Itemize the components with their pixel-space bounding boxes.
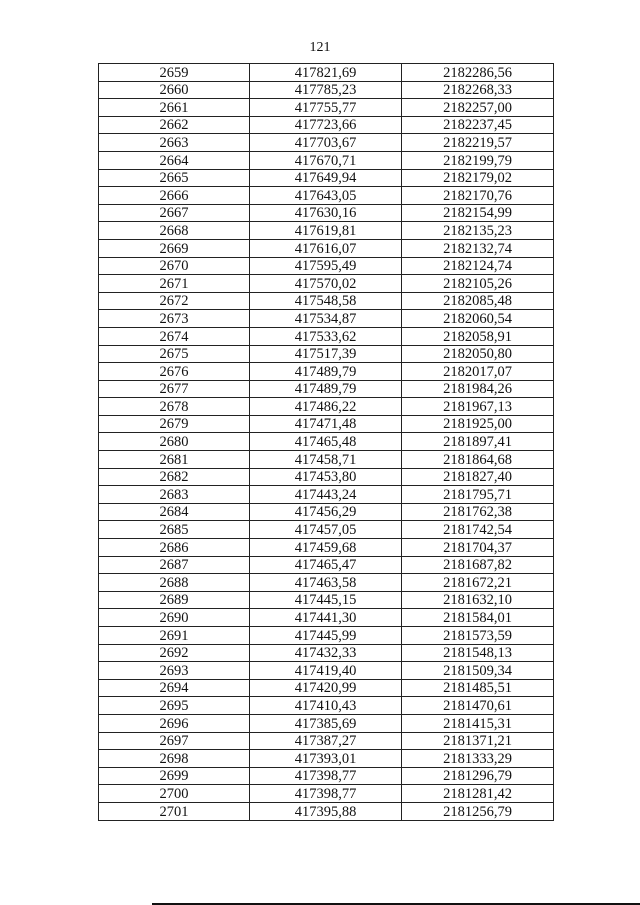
x-coordinate-cell: 417643,05 (250, 187, 402, 205)
point-number-cell: 2700 (99, 785, 250, 803)
table-row (99, 662, 554, 680)
point-number-cell: 2689 (99, 591, 250, 609)
y-coordinate-cell: 2181687,82 (402, 556, 554, 574)
table-row (99, 468, 554, 486)
table-row (99, 521, 554, 539)
point-number-cell: 2663 (99, 134, 250, 152)
x-coordinate-cell: 417453,80 (250, 468, 402, 486)
y-coordinate-cell: 2182060,54 (402, 310, 554, 328)
x-coordinate-cell: 417785,23 (250, 81, 402, 99)
point-number-cell: 2676 (99, 363, 250, 381)
point-number-cell: 2681 (99, 451, 250, 469)
x-coordinate-cell: 417486,22 (250, 398, 402, 416)
x-coordinate-cell: 417393,01 (250, 750, 402, 768)
point-number-cell: 2678 (99, 398, 250, 416)
point-number-cell: 2685 (99, 521, 250, 539)
table-row (99, 257, 554, 275)
table-row (99, 486, 554, 504)
y-coordinate-cell: 2182085,48 (402, 292, 554, 310)
y-coordinate-cell: 2181762,38 (402, 503, 554, 521)
x-coordinate-cell: 417398,77 (250, 785, 402, 803)
y-coordinate-cell: 2181470,61 (402, 697, 554, 715)
point-number-cell: 2680 (99, 433, 250, 451)
point-number-cell: 2677 (99, 380, 250, 398)
x-coordinate-cell: 417723,66 (250, 116, 402, 134)
table-row (99, 345, 554, 363)
x-coordinate-cell: 417410,43 (250, 697, 402, 715)
y-coordinate-cell: 2181984,26 (402, 380, 554, 398)
x-coordinate-cell: 417463,58 (250, 574, 402, 592)
x-coordinate-cell: 417465,48 (250, 433, 402, 451)
y-coordinate-cell: 2181827,40 (402, 468, 554, 486)
y-coordinate-cell: 2181584,01 (402, 609, 554, 627)
y-coordinate-cell: 2182179,02 (402, 169, 554, 187)
y-coordinate-cell: 2181256,79 (402, 802, 554, 820)
table-row (99, 802, 554, 820)
x-coordinate-cell: 417432,33 (250, 644, 402, 662)
point-number-cell: 2686 (99, 539, 250, 557)
point-number-cell: 2672 (99, 292, 250, 310)
x-coordinate-cell: 417517,39 (250, 345, 402, 363)
x-coordinate-cell: 417419,40 (250, 662, 402, 680)
point-number-cell: 2662 (99, 116, 250, 134)
y-coordinate-cell: 2182237,45 (402, 116, 554, 134)
point-number-cell: 2698 (99, 750, 250, 768)
x-coordinate-cell: 417445,99 (250, 627, 402, 645)
point-number-cell: 2694 (99, 679, 250, 697)
x-coordinate-cell: 417471,48 (250, 415, 402, 433)
table-row (99, 785, 554, 803)
point-number-cell: 2684 (99, 503, 250, 521)
point-number-cell: 2666 (99, 187, 250, 205)
table-row (99, 627, 554, 645)
x-coordinate-cell: 417616,07 (250, 239, 402, 257)
y-coordinate-cell: 2181672,21 (402, 574, 554, 592)
y-coordinate-cell: 2182154,99 (402, 204, 554, 222)
y-coordinate-cell: 2181967,13 (402, 398, 554, 416)
table-row (99, 275, 554, 293)
point-number-cell: 2679 (99, 415, 250, 433)
y-coordinate-cell: 2182135,23 (402, 222, 554, 240)
point-number-cell: 2701 (99, 802, 250, 820)
y-coordinate-cell: 2182219,57 (402, 134, 554, 152)
x-coordinate-cell: 417420,99 (250, 679, 402, 697)
point-number-cell: 2675 (99, 345, 250, 363)
point-number-cell: 2667 (99, 204, 250, 222)
table-row (99, 187, 554, 205)
point-number-cell: 2665 (99, 169, 250, 187)
coordinates-table-body (99, 64, 554, 821)
point-number-cell: 2696 (99, 714, 250, 732)
x-coordinate-cell: 417457,05 (250, 521, 402, 539)
x-coordinate-cell: 417395,88 (250, 802, 402, 820)
x-coordinate-cell: 417387,27 (250, 732, 402, 750)
table-row (99, 539, 554, 557)
table-row (99, 767, 554, 785)
table-row (99, 116, 554, 134)
x-coordinate-cell: 417398,77 (250, 767, 402, 785)
table-row (99, 380, 554, 398)
point-number-cell: 2664 (99, 151, 250, 169)
y-coordinate-cell: 2182170,76 (402, 187, 554, 205)
table-row (99, 732, 554, 750)
point-number-cell: 2688 (99, 574, 250, 592)
point-number-cell: 2673 (99, 310, 250, 328)
y-coordinate-cell: 2181864,68 (402, 451, 554, 469)
y-coordinate-cell: 2181573,59 (402, 627, 554, 645)
y-coordinate-cell: 2181925,00 (402, 415, 554, 433)
x-coordinate-cell: 417465,47 (250, 556, 402, 574)
table-row (99, 204, 554, 222)
y-coordinate-cell: 2181548,13 (402, 644, 554, 662)
table-row (99, 239, 554, 257)
y-coordinate-cell: 2181485,51 (402, 679, 554, 697)
table-row (99, 99, 554, 117)
table-row (99, 64, 554, 82)
table-row (99, 415, 554, 433)
y-coordinate-cell: 2181897,41 (402, 433, 554, 451)
y-coordinate-cell: 2181415,31 (402, 714, 554, 732)
x-coordinate-cell: 417534,87 (250, 310, 402, 328)
y-coordinate-cell: 2182199,79 (402, 151, 554, 169)
point-number-cell: 2669 (99, 239, 250, 257)
y-coordinate-cell: 2182286,56 (402, 64, 554, 82)
y-coordinate-cell: 2182257,00 (402, 99, 554, 117)
table-row (99, 451, 554, 469)
point-number-cell: 2691 (99, 627, 250, 645)
x-coordinate-cell: 417385,69 (250, 714, 402, 732)
table-row (99, 697, 554, 715)
point-number-cell: 2693 (99, 662, 250, 680)
x-coordinate-cell: 417649,94 (250, 169, 402, 187)
y-coordinate-cell: 2182124,74 (402, 257, 554, 275)
y-coordinate-cell: 2182132,74 (402, 239, 554, 257)
point-number-cell: 2697 (99, 732, 250, 750)
y-coordinate-cell: 2181296,79 (402, 767, 554, 785)
table-row (99, 310, 554, 328)
y-coordinate-cell: 2182050,80 (402, 345, 554, 363)
point-number-cell: 2690 (99, 609, 250, 627)
y-coordinate-cell: 2181333,29 (402, 750, 554, 768)
x-coordinate-cell: 417570,02 (250, 275, 402, 293)
table-row (99, 556, 554, 574)
page-number: 121 (309, 40, 331, 55)
y-coordinate-cell: 2182058,91 (402, 327, 554, 345)
point-number-cell: 2671 (99, 275, 250, 293)
x-coordinate-cell: 417755,77 (250, 99, 402, 117)
x-coordinate-cell: 417489,79 (250, 380, 402, 398)
table-row (99, 433, 554, 451)
x-coordinate-cell: 417821,69 (250, 64, 402, 82)
point-number-cell: 2692 (99, 644, 250, 662)
point-number-cell: 2699 (99, 767, 250, 785)
y-coordinate-cell: 2182105,26 (402, 275, 554, 293)
table-row (99, 292, 554, 310)
table-row (99, 169, 554, 187)
point-number-cell: 2668 (99, 222, 250, 240)
point-number-cell: 2674 (99, 327, 250, 345)
x-coordinate-cell: 417595,49 (250, 257, 402, 275)
table-row (99, 644, 554, 662)
table-row (99, 714, 554, 732)
point-number-cell: 2661 (99, 99, 250, 117)
point-number-cell: 2682 (99, 468, 250, 486)
x-coordinate-cell: 417630,16 (250, 204, 402, 222)
point-number-cell: 2695 (99, 697, 250, 715)
table-row (99, 503, 554, 521)
point-number-cell: 2670 (99, 257, 250, 275)
table-row (99, 222, 554, 240)
x-coordinate-cell: 417441,30 (250, 609, 402, 627)
y-coordinate-cell: 2181704,37 (402, 539, 554, 557)
x-coordinate-cell: 417619,81 (250, 222, 402, 240)
table-row (99, 574, 554, 592)
y-coordinate-cell: 2182268,33 (402, 81, 554, 99)
table-row (99, 134, 554, 152)
x-coordinate-cell: 417443,24 (250, 486, 402, 504)
x-coordinate-cell: 417459,68 (250, 539, 402, 557)
table-row (99, 327, 554, 345)
table-row (99, 750, 554, 768)
point-number-cell: 2659 (99, 64, 250, 82)
x-coordinate-cell: 417533,62 (250, 327, 402, 345)
y-coordinate-cell: 2181795,71 (402, 486, 554, 504)
x-coordinate-cell: 417445,15 (250, 591, 402, 609)
table-row (99, 81, 554, 99)
x-coordinate-cell: 417489,79 (250, 363, 402, 381)
table-row (99, 363, 554, 381)
point-number-cell: 2660 (99, 81, 250, 99)
table-row (99, 591, 554, 609)
y-coordinate-cell: 2181632,10 (402, 591, 554, 609)
coordinates-table (98, 63, 554, 821)
y-coordinate-cell: 2181371,21 (402, 732, 554, 750)
y-coordinate-cell: 2181742,54 (402, 521, 554, 539)
x-coordinate-cell: 417548,58 (250, 292, 402, 310)
y-coordinate-cell: 2182017,07 (402, 363, 554, 381)
x-coordinate-cell: 417703,67 (250, 134, 402, 152)
x-coordinate-cell: 417670,71 (250, 151, 402, 169)
table-row (99, 679, 554, 697)
y-coordinate-cell: 2181281,42 (402, 785, 554, 803)
table-row (99, 151, 554, 169)
x-coordinate-cell: 417456,29 (250, 503, 402, 521)
point-number-cell: 2683 (99, 486, 250, 504)
x-coordinate-cell: 417458,71 (250, 451, 402, 469)
point-number-cell: 2687 (99, 556, 250, 574)
table-row (99, 609, 554, 627)
table-row (99, 398, 554, 416)
y-coordinate-cell: 2181509,34 (402, 662, 554, 680)
